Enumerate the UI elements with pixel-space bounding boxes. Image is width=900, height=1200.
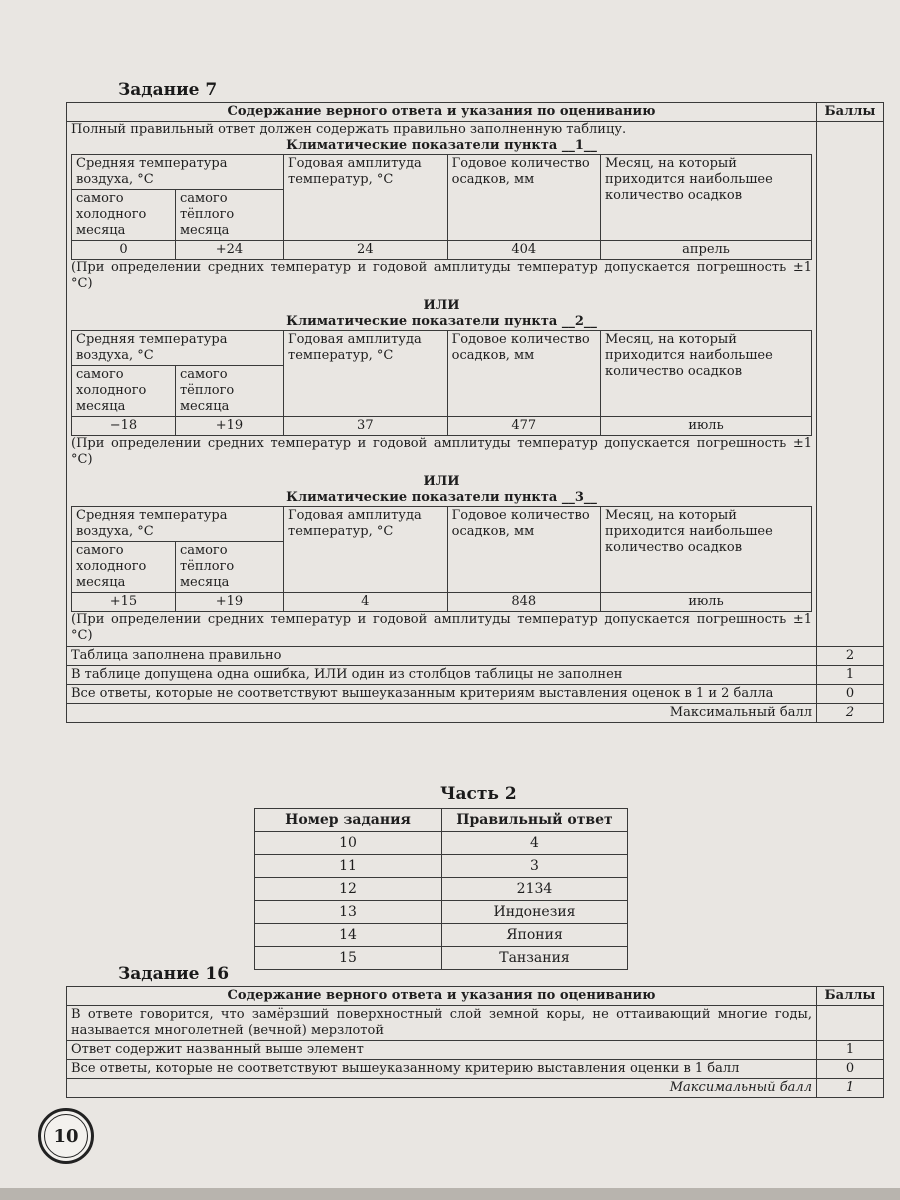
col-cold: самого холодного месяца	[72, 542, 176, 593]
criterion-score: 2	[817, 647, 884, 666]
col-avg-temp: Средняя температура воздуха, °С	[72, 507, 284, 542]
col-amplitude: Годовая амплитуда температур, °С	[284, 507, 448, 593]
col-cold: самого холодного месяца	[72, 366, 176, 417]
point3-amplitude: 4	[284, 593, 448, 612]
point2-amplitude: 37	[284, 417, 448, 436]
col-amplitude: Годовая амплитуда температур, °С	[284, 155, 448, 241]
criterion-score: 0	[817, 685, 884, 704]
part2-task-number: 11	[255, 855, 442, 878]
point1-precip: 404	[447, 241, 600, 260]
max-score-value: 2	[817, 704, 884, 723]
col-warm: самого тёплого месяца	[175, 542, 283, 593]
point3-note: (При определении средних температур и годовой амплитуды температур допускается погрешность ±1 °С)	[71, 612, 812, 643]
criterion-score: 1	[817, 666, 884, 685]
task7-answer-score-cell	[817, 122, 884, 647]
criterion-text: Все ответы, которые не соответствуют вышеуказанному критерию выставления оценки в 1 балл	[67, 1060, 817, 1079]
task16-title: Задание 16	[118, 964, 230, 984]
part2-answer: Индонезия	[442, 901, 628, 924]
col-avg-temp: Средняя температура воздуха, °С	[72, 155, 284, 190]
part2-answer: 4	[442, 832, 628, 855]
point1-note: (При определении средних температур и годовой амплитуды температур допускается погрешность ±1 °С)	[71, 260, 812, 291]
task7-intro: Полный правильный ответ должен содержать правильно заполненную таблицу.	[71, 122, 627, 137]
part2-answer: 3	[442, 855, 628, 878]
or-label-2: ИЛИ	[423, 474, 460, 489]
part2-answer: Япония	[442, 924, 628, 947]
task7-title: Задание 7	[118, 80, 218, 100]
point2-month: июль	[600, 417, 811, 436]
or-label-1: ИЛИ	[423, 298, 460, 313]
point1-caption: Климатические показатели пункта __1__	[286, 138, 597, 153]
criterion-text: Таблица заполнена правильно	[67, 647, 817, 666]
part2-task-number: 12	[255, 878, 442, 901]
part2-task-number: 15	[255, 947, 442, 970]
point1-table	[71, 154, 812, 260]
criterion-text: Все ответы, которые не соответствуют вышеуказанным критериям выставления оценок в 1 и 2 балла	[67, 685, 817, 704]
task16-header-score: Баллы	[817, 987, 884, 1006]
point3-month: июль	[600, 593, 811, 612]
point3-table	[71, 506, 812, 612]
page-number: 10	[38, 1108, 94, 1164]
point3-cold: +15	[72, 593, 176, 612]
part2-answer: 2134	[442, 878, 628, 901]
task16-table	[66, 986, 884, 1098]
col-precip: Годовое количество осадков, мм	[447, 331, 600, 417]
task7-header-content: Содержание верного ответа и указания по оцениванию	[67, 103, 817, 122]
part2-answer: Танзания	[442, 947, 628, 970]
max-score-label: Максимальный балл	[67, 704, 817, 723]
col-cold: самого холодного месяца	[72, 190, 176, 241]
task7-header-score: Баллы	[817, 103, 884, 122]
point2-note: (При определении средних температур и годовой амплитуды температур допускается погрешность ±1 °С)	[71, 436, 812, 467]
point3-precip: 848	[447, 593, 600, 612]
point2-table	[71, 330, 812, 436]
col-precip: Годовое количество осадков, мм	[447, 507, 600, 593]
point2-precip: 477	[447, 417, 600, 436]
part2-task-number: 14	[255, 924, 442, 947]
task16-answer-score-cell	[817, 1006, 884, 1041]
point2-cold: −18	[72, 417, 176, 436]
part2-col-task: Номер задания	[255, 809, 442, 832]
criterion-score: 0	[817, 1060, 884, 1079]
bottom-edge	[0, 1188, 900, 1200]
point2-caption: Климатические показатели пункта __2__	[286, 314, 597, 329]
point1-month: апрель	[600, 241, 811, 260]
col-month: Месяц, на который приходится наибольшее количество осадков	[600, 331, 811, 417]
max-score-value: 1	[817, 1079, 884, 1098]
point1-warm: +24	[175, 241, 283, 260]
task7-table	[66, 102, 884, 723]
max-score-label: Максимальный балл	[67, 1079, 817, 1098]
col-amplitude: Годовая амплитуда температур, °С	[284, 331, 448, 417]
point2-warm: +19	[175, 417, 283, 436]
criterion-text: Ответ содержит названный выше элемент	[67, 1041, 817, 1060]
col-month: Месяц, на который приходится наибольшее количество осадков	[600, 155, 811, 241]
part2-task-number: 13	[255, 901, 442, 924]
task16-header-content: Содержание верного ответа и указания по оцениванию	[67, 987, 817, 1006]
part2-title: Часть 2	[440, 784, 517, 804]
part2-table	[254, 808, 628, 970]
point3-warm: +19	[175, 593, 283, 612]
point1-amplitude: 24	[284, 241, 448, 260]
col-avg-temp: Средняя температура воздуха, °С	[72, 331, 284, 366]
col-warm: самого тёплого месяца	[175, 366, 283, 417]
part2-col-answer: Правильный ответ	[442, 809, 628, 832]
part2-task-number: 10	[255, 832, 442, 855]
point3-caption: Климатические показатели пункта __3__	[286, 490, 597, 505]
col-precip: Годовое количество осадков, мм	[447, 155, 600, 241]
criterion-text: В таблице допущена одна ошибка, ИЛИ один из столбцов таблицы не заполнен	[67, 666, 817, 685]
point1-cold: 0	[72, 241, 176, 260]
criterion-score: 1	[817, 1041, 884, 1060]
col-month: Месяц, на который приходится наибольшее количество осадков	[600, 507, 811, 593]
task16-answer-text: В ответе говорится, что замёрзший поверхностный слой земной коры, не оттаивающий многие годы, называется многолетней (вечной) мерзлотой	[67, 1006, 817, 1041]
task7-answer-cell	[67, 122, 817, 647]
col-warm: самого тёплого месяца	[175, 190, 283, 241]
